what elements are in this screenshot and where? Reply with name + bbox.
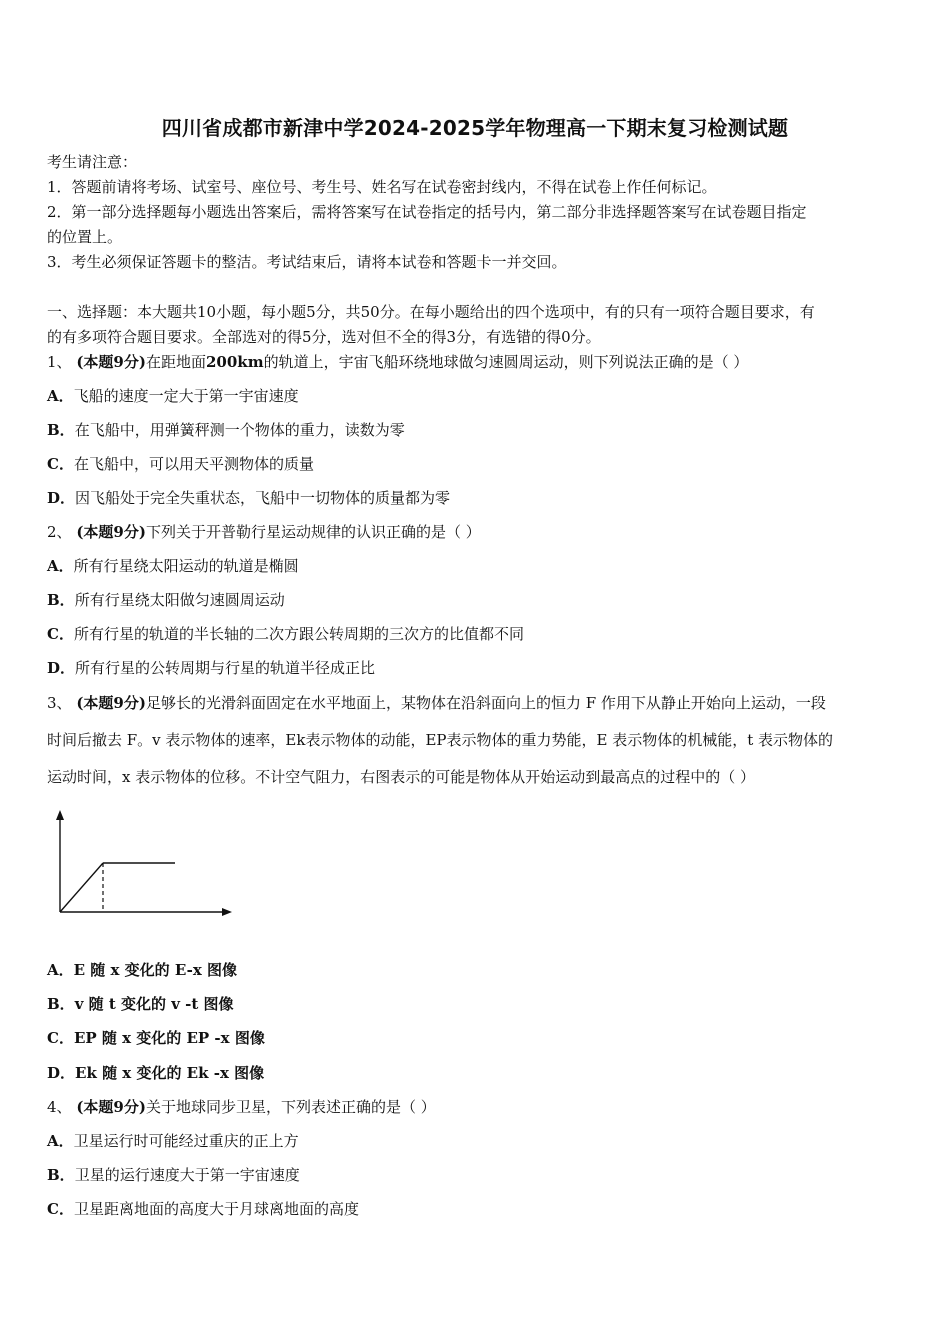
notice-item: 1．答题前请将考场、试室号、座位号、考生号、姓名写在试卷密封线内，不得在试卷上作任何标记。	[47, 178, 717, 196]
question-3-graph	[48, 808, 238, 923]
option-c[interactable]	[47, 1028, 907, 1048]
question-4-stem	[47, 1097, 907, 1117]
option-text: Ek 随 x 变化的 Ek -x 图像	[75, 1064, 265, 1082]
option-b[interactable]	[47, 420, 907, 440]
question-2-stem	[47, 522, 907, 542]
question-number: 2、	[47, 523, 72, 541]
option-text: 卫星的运行速度大于第一宇宙速度	[74, 1166, 300, 1184]
option-c[interactable]	[47, 624, 907, 644]
option-label: C．	[47, 1200, 74, 1218]
question-1-stem	[47, 352, 907, 372]
option-label: D．	[47, 1064, 76, 1082]
option-text: 在飞船中，用弹簧秤测一个物体的重力，读数为零	[74, 421, 405, 439]
question-text: 在距地面	[145, 353, 206, 371]
option-a[interactable]	[47, 386, 907, 406]
option-label: B．	[47, 421, 75, 439]
question-score: (本题9分)	[76, 353, 146, 371]
section-intro: 的有多项符合题目要求。全部选对的得5分，选对但不全的得3分，有选错的得0分。	[47, 328, 601, 346]
option-label: A．	[47, 961, 74, 979]
option-label: D．	[47, 489, 76, 507]
option-text: 卫星运行时可能经过重庆的正上方	[73, 1132, 299, 1150]
option-label: B．	[47, 995, 75, 1013]
option-text: 所有行星绕太阳做匀速圆周运动	[74, 591, 285, 609]
option-label: B．	[47, 591, 75, 609]
option-text: 所有行星绕太阳运动的轨道是椭圆	[73, 557, 299, 575]
question-3-stem	[47, 693, 907, 713]
option-label: A．	[47, 1132, 74, 1150]
question-number: 1、	[47, 353, 72, 371]
question-number: 3、	[47, 694, 72, 712]
question-text: 下列关于开普勒行星运动规律的认识正确的是（ ）	[145, 523, 481, 541]
notice-item: 3．考生必须保证答题卡的整洁。考试结束后，请将本试卷和答题卡一并交回。	[47, 253, 567, 271]
option-b[interactable]	[47, 994, 907, 1014]
option-d[interactable]	[47, 658, 907, 678]
option-text: 因飞船处于完全失重状态，飞船中一切物体的质量都为零	[75, 489, 451, 507]
question-text: 足够长的光滑斜面固定在水平地面上，某物体在沿斜面向上的恒力 F 作用下从静止开始向上运动，一段	[145, 694, 826, 712]
question-text: 的轨道上，宇宙飞船环绕地球做匀速圆周运动，则下列说法正确的是（ ）	[263, 353, 749, 371]
y-axis-arrow	[56, 810, 64, 820]
option-text: E 随 x 变化的 E-x 图像	[73, 961, 238, 979]
question-text: 关于地球同步卫星，下列表述正确的是（ ）	[145, 1098, 436, 1116]
notice-item: 2．第一部分选择题每小题选出答案后，需将答案写在试卷指定的括号内，第二部分非选择题答案写在试卷题目指定	[47, 203, 807, 221]
page-title: 四川省成都市新津中学2024-2025学年物理高一下期末复习检测试题	[161, 116, 789, 140]
option-c[interactable]	[47, 1199, 907, 1219]
option-label: C．	[47, 625, 74, 643]
option-d[interactable]	[47, 488, 907, 508]
option-text: 卫星距离地面的高度大于月球离地面的高度	[73, 1200, 359, 1218]
question-score: (本题9分)	[76, 694, 146, 712]
question-3-text: 运动时间，x 表示物体的位移。不计空气阻力，右图表示的可能是物体从开始运动到最高点的过程中的（ ）	[47, 768, 756, 786]
notice-heading: 考生请注意：	[47, 153, 138, 171]
question-score: (本题9分)	[76, 523, 146, 541]
option-text: 所有行星的轨道的半长轴的二次方跟公转周期的三次方的比值都不同	[73, 625, 524, 643]
x-axis-arrow	[222, 908, 232, 916]
option-label: C．	[47, 1029, 74, 1047]
option-text: 飞船的速度一定大于第一宇宙速度	[73, 387, 299, 405]
option-a[interactable]	[47, 1131, 907, 1151]
option-label: D．	[47, 659, 76, 677]
question-number: 4、	[47, 1098, 72, 1116]
option-text: 所有行星的公转周期与行星的轨道半径成正比	[75, 659, 376, 677]
option-label: B．	[47, 1166, 75, 1184]
option-label: A．	[47, 557, 74, 575]
option-label: C．	[47, 455, 74, 473]
option-a[interactable]	[47, 960, 907, 980]
notice-item: 的位置上。	[47, 228, 123, 246]
option-b[interactable]	[47, 590, 907, 610]
question-3-text: 时间后撤去 F。v 表示物体的速率，Ek表示物体的动能，EP表示物体的重力势能，E 表示物体的机械能，t 表示物体的	[47, 731, 834, 749]
option-text: EP 随 x 变化的 EP -x 图像	[73, 1029, 265, 1047]
question-score: (本题9分)	[76, 1098, 146, 1116]
graph-rising-segment	[60, 863, 103, 912]
option-label: A．	[47, 387, 74, 405]
option-text: v 随 t 变化的 v -t 图像	[74, 995, 234, 1013]
option-text: 在飞船中，可以用天平测物体的质量	[73, 455, 314, 473]
option-d[interactable]	[47, 1063, 907, 1083]
section-intro: 一、选择题：本大题共10小题，每小题5分，共50分。在每小题给出的四个选项中，有的只有一项符合题目要求，有	[47, 303, 815, 321]
option-a[interactable]	[47, 556, 907, 576]
option-b[interactable]	[47, 1165, 907, 1185]
option-c[interactable]	[47, 454, 907, 474]
question-text: 200km	[205, 353, 264, 371]
